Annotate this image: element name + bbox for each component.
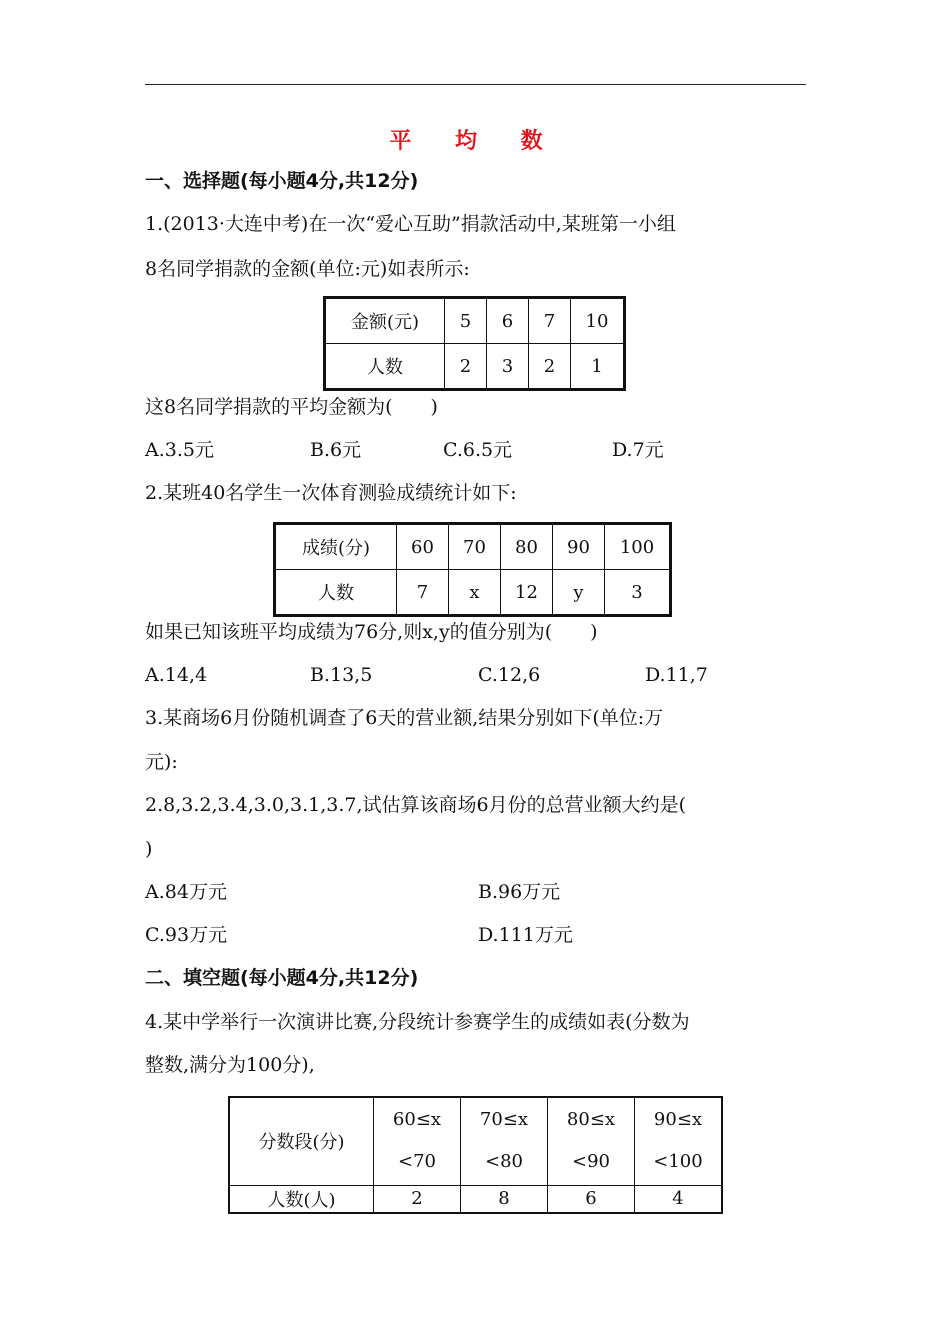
q1-table-cell: 2 — [445, 344, 487, 390]
q4-table — [228, 1096, 723, 1214]
q1-question: 这8名同学捐款的平均金额为( ) — [145, 396, 438, 418]
q1-table-cell: 5 — [445, 298, 487, 344]
q4-range-cell — [548, 1097, 635, 1185]
q4-range-cell — [635, 1097, 723, 1185]
page-title: 平 均 数 — [389, 129, 561, 154]
q2-table-cell: 100 — [605, 524, 671, 570]
q1-table-cell: 6 — [487, 298, 529, 344]
q1-table-cell: 2 — [529, 344, 571, 390]
q2-option-d: D.11,7 — [645, 664, 708, 686]
q4-range-cell — [461, 1097, 548, 1185]
q1-option-b: B.6元 — [310, 439, 362, 461]
q2-table-cell: x — [449, 570, 501, 616]
q4-line1: 4.某中学举行一次演讲比赛,分段统计参赛学生的成绩如表(分数为 — [145, 1011, 690, 1033]
q4-range-bottom: <90 — [572, 1151, 610, 1173]
q1-table-cell: 金额(元) — [325, 298, 445, 344]
q1-table-cell: 7 — [529, 298, 571, 344]
q4-range-cell — [374, 1097, 461, 1185]
q1-table-cell: 人数 — [325, 344, 445, 390]
q2-table-cell: 60 — [397, 524, 449, 570]
q4-table-cell: 6 — [548, 1185, 635, 1213]
q2-option-a: A.14,4 — [145, 664, 208, 686]
q1-line1: 1.(2013·大连中考)在一次“爱心互助”捐款活动中,某班第一小组 — [145, 213, 676, 235]
q2-table-cell: 7 — [397, 570, 449, 616]
q1-table-cell: 10 — [571, 298, 625, 344]
q3-line2: 元): — [145, 751, 178, 773]
q4-range-bottom: <80 — [485, 1151, 523, 1173]
q4-range-bottom: <70 — [398, 1151, 436, 1173]
q4-range-bottom: <100 — [653, 1151, 703, 1173]
q1-line2: 8名同学捐款的金额(单位:元)如表所示: — [145, 258, 470, 280]
q3-option-c: C.93万元 — [145, 924, 228, 946]
q2-table-cell: 80 — [501, 524, 553, 570]
q4-table-cell: 人数(人) — [229, 1185, 374, 1213]
q4-range-top: 80≤x — [566, 1109, 616, 1131]
q4-range-top: 90≤x — [653, 1109, 703, 1131]
q1-option-c: C.6.5元 — [443, 439, 513, 461]
q2-line1: 2.某班40名学生一次体育测验成绩统计如下: — [145, 482, 517, 504]
q4-table-cell: 分数段(分) — [229, 1097, 374, 1185]
q2-table-cell: 12 — [501, 570, 553, 616]
q3-line4: ) — [145, 838, 153, 860]
q2-option-b: B.13,5 — [310, 664, 373, 686]
q1-option-a: A.3.5元 — [145, 439, 214, 461]
q4-table-cell: 4 — [635, 1185, 723, 1213]
q4-table-cell: 8 — [461, 1185, 548, 1213]
q3-option-d: D.111万元 — [478, 924, 573, 946]
q2-table-cell: 成绩(分) — [275, 524, 397, 570]
section-heading-choice: 一、选择题(每小题4分,共12分) — [145, 170, 419, 192]
q2-option-c: C.12,6 — [478, 664, 541, 686]
q2-table-cell: 人数 — [275, 570, 397, 616]
header-rule — [145, 84, 806, 85]
q1-table-cell: 3 — [487, 344, 529, 390]
q3-option-b: B.96万元 — [478, 881, 561, 903]
q1-table-cell: 1 — [571, 344, 625, 390]
q3-option-a: A.84万元 — [145, 881, 227, 903]
q3-line3: 2.8,3.2,3.4,3.0,3.1,3.7,试估算该商场6月份的总营业额大约是( — [145, 794, 687, 816]
q2-table — [273, 522, 672, 617]
q2-table-cell: y — [553, 570, 605, 616]
q4-table-cell: 2 — [374, 1185, 461, 1213]
section-heading-fill: 二、填空题(每小题4分,共12分) — [145, 967, 419, 989]
q1-option-d: D.7元 — [612, 439, 664, 461]
q4-range-top: 70≤x — [479, 1109, 529, 1131]
q2-table-cell: 3 — [605, 570, 671, 616]
q4-range-top: 60≤x — [392, 1109, 442, 1131]
q2-question: 如果已知该班平均成绩为76分,则x,y的值分别为( ) — [145, 621, 598, 643]
q2-table-cell: 70 — [449, 524, 501, 570]
q3-line1: 3.某商场6月份随机调查了6天的营业额,结果分别如下(单位:万 — [145, 707, 664, 729]
q4-line2: 整数,满分为100分), — [145, 1054, 315, 1076]
q2-table-cell: 90 — [553, 524, 605, 570]
q1-table — [323, 296, 626, 391]
